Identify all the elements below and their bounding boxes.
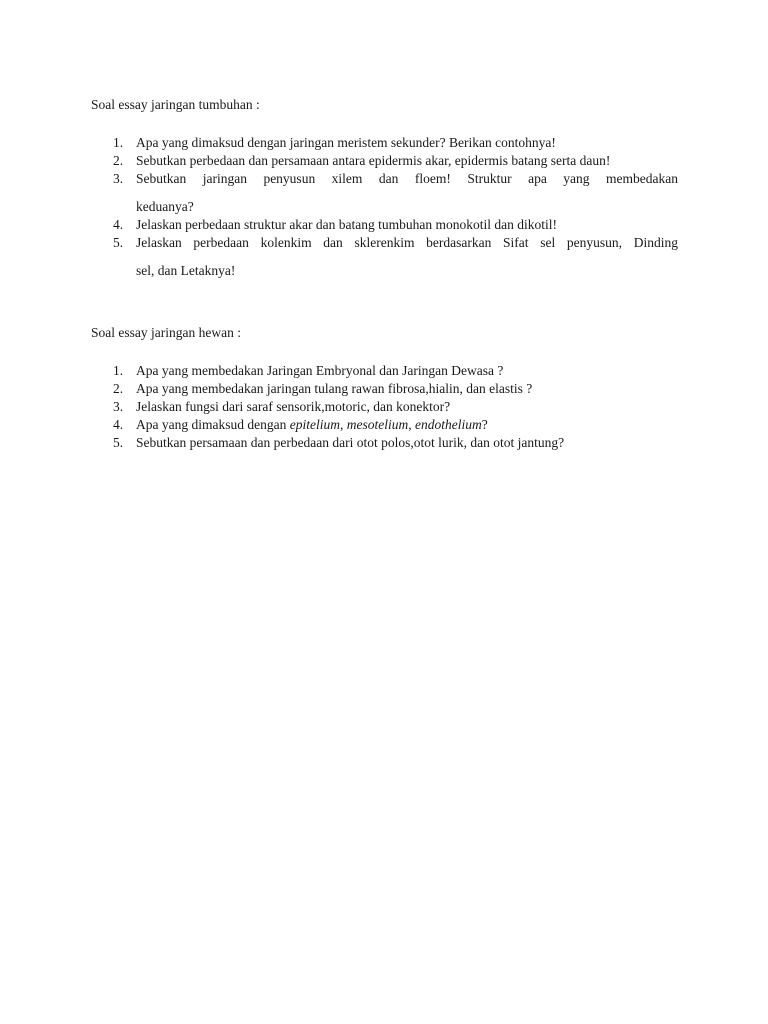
question-text: Jelaskan perbedaan struktur akar dan batang tumbuhan monokotil dan dikotil! <box>136 217 558 232</box>
item-number: 1. <box>113 135 124 150</box>
item-number: 5. <box>113 235 124 250</box>
list-item <box>91 216 678 234</box>
question-text: Apa yang membedakan jaringan tulang rawan fibrosa,hialin, dan elastis ? <box>136 381 533 396</box>
term-separator: , <box>339 417 347 432</box>
item-number: 2. <box>113 381 124 396</box>
item-number: 2. <box>113 153 124 168</box>
question-text: Sebutkan perbedaan dan persamaan antara epidermis akar, epidermis batang serta daun! <box>136 153 611 168</box>
list-item <box>91 380 678 398</box>
list-item <box>91 416 678 434</box>
item-number: 3. <box>113 399 124 414</box>
list-item <box>91 134 678 152</box>
animal-section-heading: Soal essay jaringan hewan : <box>91 325 241 340</box>
item-number: 1. <box>113 363 124 378</box>
list-item <box>91 170 678 216</box>
term-epitelium: epitelium <box>289 417 340 432</box>
list-item <box>91 152 678 170</box>
plant-question-list <box>91 134 678 280</box>
list-item <box>91 398 678 416</box>
list-item <box>91 234 678 280</box>
question-text-continuation: keduanya? <box>136 199 194 214</box>
question-text-continuation: sel, dan Letaknya! <box>136 263 236 278</box>
list-item <box>91 434 678 452</box>
plant-section-heading: Soal essay jaringan tumbuhan : <box>91 97 260 112</box>
term-separator: , <box>408 417 415 432</box>
list-item <box>91 362 678 380</box>
question-prefix: Apa yang dimaksud dengan <box>136 417 290 432</box>
item-number: 3. <box>113 171 124 186</box>
question-text: Jelaskan fungsi dari saraf sensorik,motoric, dan konektor? <box>136 399 451 414</box>
question-text: Apa yang membedakan Jaringan Embryonal dan Jaringan Dewasa ? <box>136 363 504 378</box>
question-suffix: ? <box>481 417 488 432</box>
question-text-line: Sebutkan jaringan penyusun xilem dan floem! Struktur apa yang membedakan <box>136 171 678 186</box>
term-endothelium: endothelium <box>414 417 482 432</box>
item-number: 4. <box>113 217 124 232</box>
animal-question-list <box>91 362 678 452</box>
question-text-line: Jelaskan perbedaan kolenkim dan sklerenkim berdasarkan Sifat sel penyusun, Dinding <box>136 235 678 250</box>
question-text: Apa yang dimaksud dengan jaringan meristem sekunder? Berikan contohnya! <box>136 135 556 150</box>
question-text: Sebutkan persamaan dan perbedaan dari otot polos,otot lurik, dan otot jantung? <box>136 435 565 450</box>
item-number: 4. <box>113 417 124 432</box>
item-number: 5. <box>113 435 124 450</box>
term-mesotelium: mesotelium <box>346 417 409 432</box>
